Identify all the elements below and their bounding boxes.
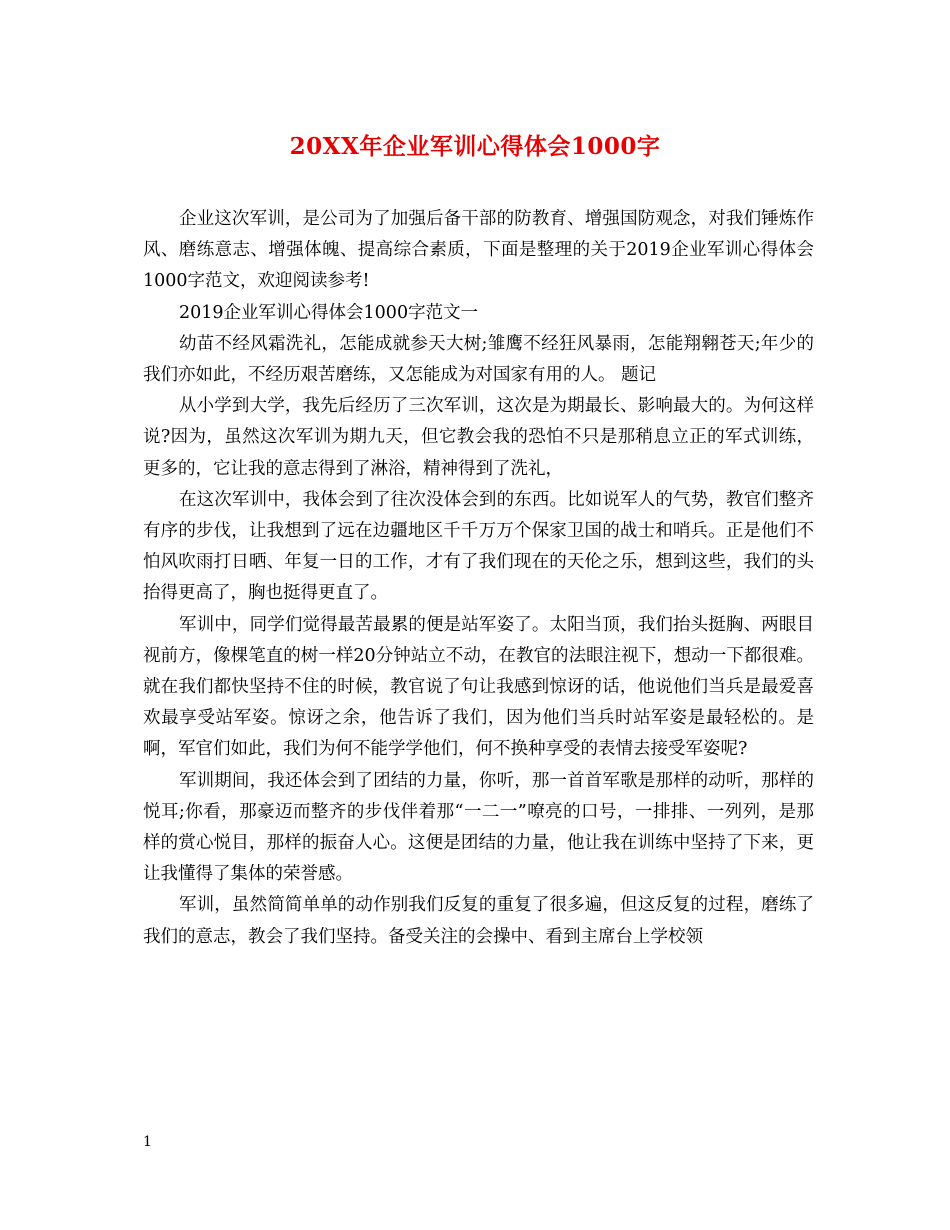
paragraph-body: 在这次军训中，我体会到了往次没体会到的东西。比如说军人的气势，教官们整齐有序的步伐，让我想到了远在边疆地区千千万万个保家卫国的战士和哨兵。正是他们不怕风吹雨打日晒、年复一日的工作，才有了我们现在的天伦之乐，想到这些，我们的头抬得更高了，胸也挺得更直了。 bbox=[143, 489, 814, 604]
paragraph-epigraph: 幼苗不经风霜洗礼，怎能成就参天大树;雏鹰不经狂风暴雨，怎能翔翱苍天;年少的我们亦如此，不经历艰苦磨练，又怎能成为对国家有用的人。 题记 bbox=[143, 333, 814, 386]
document-body bbox=[143, 204, 814, 953]
paragraph-subtitle: 2019企业军训心得体会1000字范文一 bbox=[179, 302, 479, 323]
document-title: 20XX年企业军训心得体会1000字 bbox=[289, 133, 661, 160]
paragraph-body: 军训，虽然简简单单的动作别我们反复的重复了很多遍，但这反复的过程，磨练了我们的意志，教会了我们坚持。备受关注的会操中、看到主席台上学校领 bbox=[143, 895, 814, 947]
page-number: 1 bbox=[143, 1134, 152, 1150]
paragraph-body: 军训期间，我还体会到了团结的力量，你听，那一首首军歌是那样的动听，那样的悦耳;你看，那豪迈而整齐的步伐伴着那“一二一”嘹亮的口号，一排排、一列列，是那样的赏心悦目，那样的振奋人心。这便是团结的力量，他让我在训练中坚持了下来，更让我懂得了集体的荣誉感。 bbox=[143, 770, 814, 885]
paragraph-intro: 企业这次军训，是公司为了加强后备干部的防教育、增强国防观念，对我们锤炼作风、磨练意志、增强体魄、提高综合素质，下面是整理的关于2019企业军训心得体会1000字范文，欢迎阅读参考! bbox=[143, 209, 814, 292]
paragraph-body: 从小学到大学，我先后经历了三次军训，这次是为期最长、影响最大的。为何这样说?因为，虽然这次军训为期九天，但它教会我的恐怕不只是那稍息立正的军式训练，更多的，它让我的意志得到了淋浴，精神得到了洗礼， bbox=[143, 396, 814, 479]
paragraph-body: 军训中，同学们觉得最苦最累的便是站军姿了。太阳当顶，我们抬头挺胸、两眼目视前方，像棵笔直的树一样20分钟站立不动，在教官的法眼注视下，想动一下都很难。就在我们都快坚持不住的时候，教官说了句让我感到惊讶的话，他说他们当兵是最爱喜欢最享受站军姿。惊讶之余，他告诉了我们，因为他们当兵时站军姿是最轻松的。是啊，军官们如此，我们为何不能学学他们，何不换种享受的表情去接受军姿呢? bbox=[143, 614, 814, 760]
